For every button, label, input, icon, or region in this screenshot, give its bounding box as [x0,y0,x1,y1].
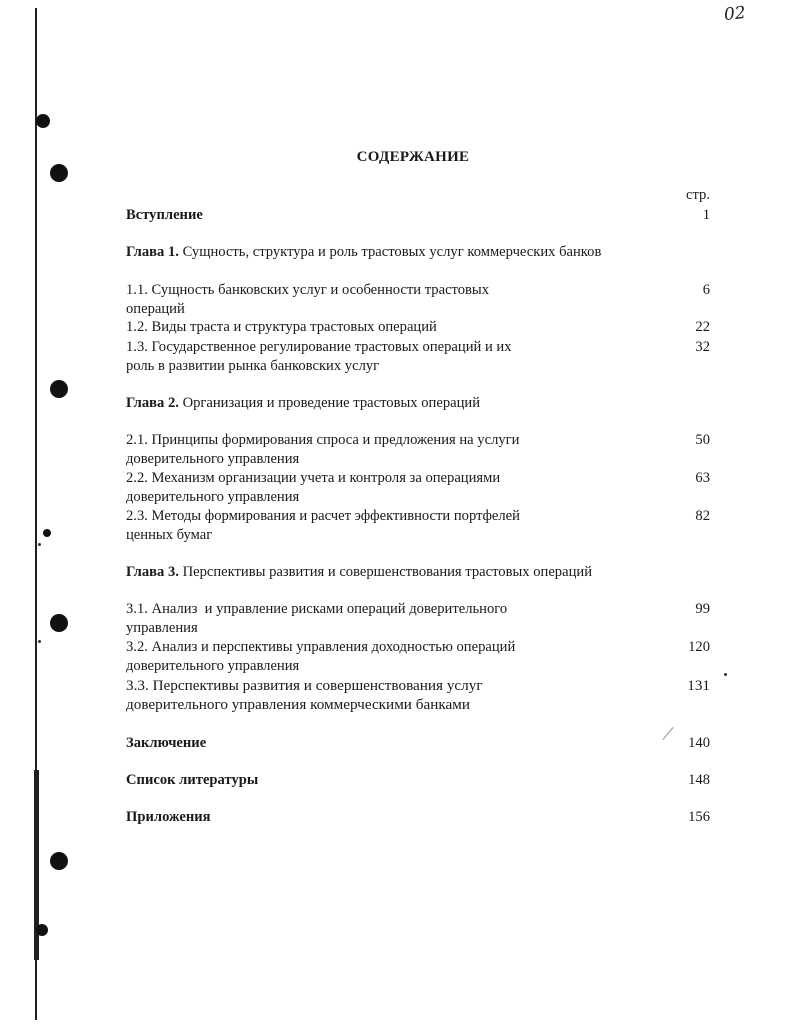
toc-entry-line2: доверительного управления коммерческими банками [126,696,470,713]
scan-speck [724,673,727,676]
toc-entry-line2: управления [126,620,198,636]
toc-entry-line1: 3.1. Анализ и управление рисками операций доверительного [126,601,508,617]
chapter-prefix: Глава 1. [126,244,179,260]
toc-entry-2-1 [126,431,710,469]
toc-entry-appendices [126,808,710,827]
toc-entry-line2: доверительного управления [126,658,300,674]
toc-entry-page: 99 [695,601,710,617]
toc-entry-references [126,771,710,790]
toc-entry-2-2 [126,469,710,507]
toc-entry-title: Приложения [126,809,211,825]
toc-entry-3-3 [126,676,710,714]
toc-entry-page: 1 [702,207,710,223]
toc-entry-page: 82 [695,508,710,524]
toc-entry-line1: 3.3. Перспективы развития и совершенствования услуг [126,677,483,694]
toc-entry-title: Заключение [126,735,207,751]
toc-entry-1-2 [126,318,710,337]
chapter-title: Сущность, структура и роль трастовых услуг коммерческих банков [182,244,602,260]
toc-entry-line2: операций [126,301,185,317]
punch-hole [50,164,68,182]
toc-entry-title: Вступление [126,207,203,223]
toc-entry-conclusion [126,734,710,753]
toc-entry-1-3 [126,338,710,376]
punch-hole [36,924,48,936]
punch-hole [50,614,68,632]
chapter-prefix: Глава 3. [126,564,179,580]
chapter-title: Организация и проведение трастовых операций [182,395,481,411]
toc-chapter-3 [126,563,710,582]
toc-entry-page: 50 [695,432,710,448]
toc-entry-3-2 [126,638,710,676]
scan-speck [38,640,41,643]
toc-entry-page: 148 [688,772,710,788]
scan-speck [38,543,41,546]
toc-entry-line2: роль в развитии рынка банковских услуг [126,358,380,374]
punch-hole [36,114,50,128]
toc-entry-page: 32 [695,339,710,355]
handwritten-page-number: 02 [723,2,747,26]
toc-entry-page: 140 [688,735,710,751]
toc-entry-page: 120 [688,639,710,655]
toc-entry-2-3 [126,507,710,545]
toc-entry-page: 6 [702,282,710,298]
toc-entry-line1: 3.2. Анализ и перспективы управления доходностью операций [126,639,516,655]
toc-entry-line2: доверительного управления [126,451,300,467]
toc-chapter-2 [126,394,710,413]
punch-hole [43,529,51,537]
toc-entry-title: Список литературы [126,772,259,788]
toc-entry-1-1 [126,281,710,319]
page-column-label: стр. [686,187,710,203]
toc-entry-3-1 [126,600,710,638]
toc-entry-line1: 2.2. Механизм организации учета и контроля за операциями [126,470,501,486]
toc-entry-page: 22 [695,319,710,335]
toc-entry-line2: доверительного управления [126,489,300,505]
toc-entry-line1: 2.3. Методы формирования и расчет эффективности портфелей [126,508,520,524]
toc-entry-page: 156 [688,809,710,825]
toc-entry-line1: 1.3. Государственное регулирование трастовых операций и их [126,339,512,355]
page-title: СОДЕРЖАНИЕ [356,149,470,165]
toc-entry-page: 63 [695,470,710,486]
punch-hole [50,380,68,398]
toc-entry-line2: ценных бумаг [126,527,213,543]
chapter-title: Перспективы развития и совершенствования трастовых операций [182,564,593,580]
toc-entry-line1: 1.1. Сущность банковских услуг и особенности трастовых [126,282,490,298]
toc-chapter-1 [126,243,710,262]
toc-entry-page: 131 [687,677,710,694]
chapter-prefix: Глава 2. [126,395,179,411]
toc-entry-intro [126,206,710,225]
toc-entry-line1: 1.2. Виды траста и структура трастовых операций [126,319,437,335]
punch-hole [50,852,68,870]
toc-entry-line1: 2.1. Принципы формирования спроса и предложения на услуги [126,432,520,448]
